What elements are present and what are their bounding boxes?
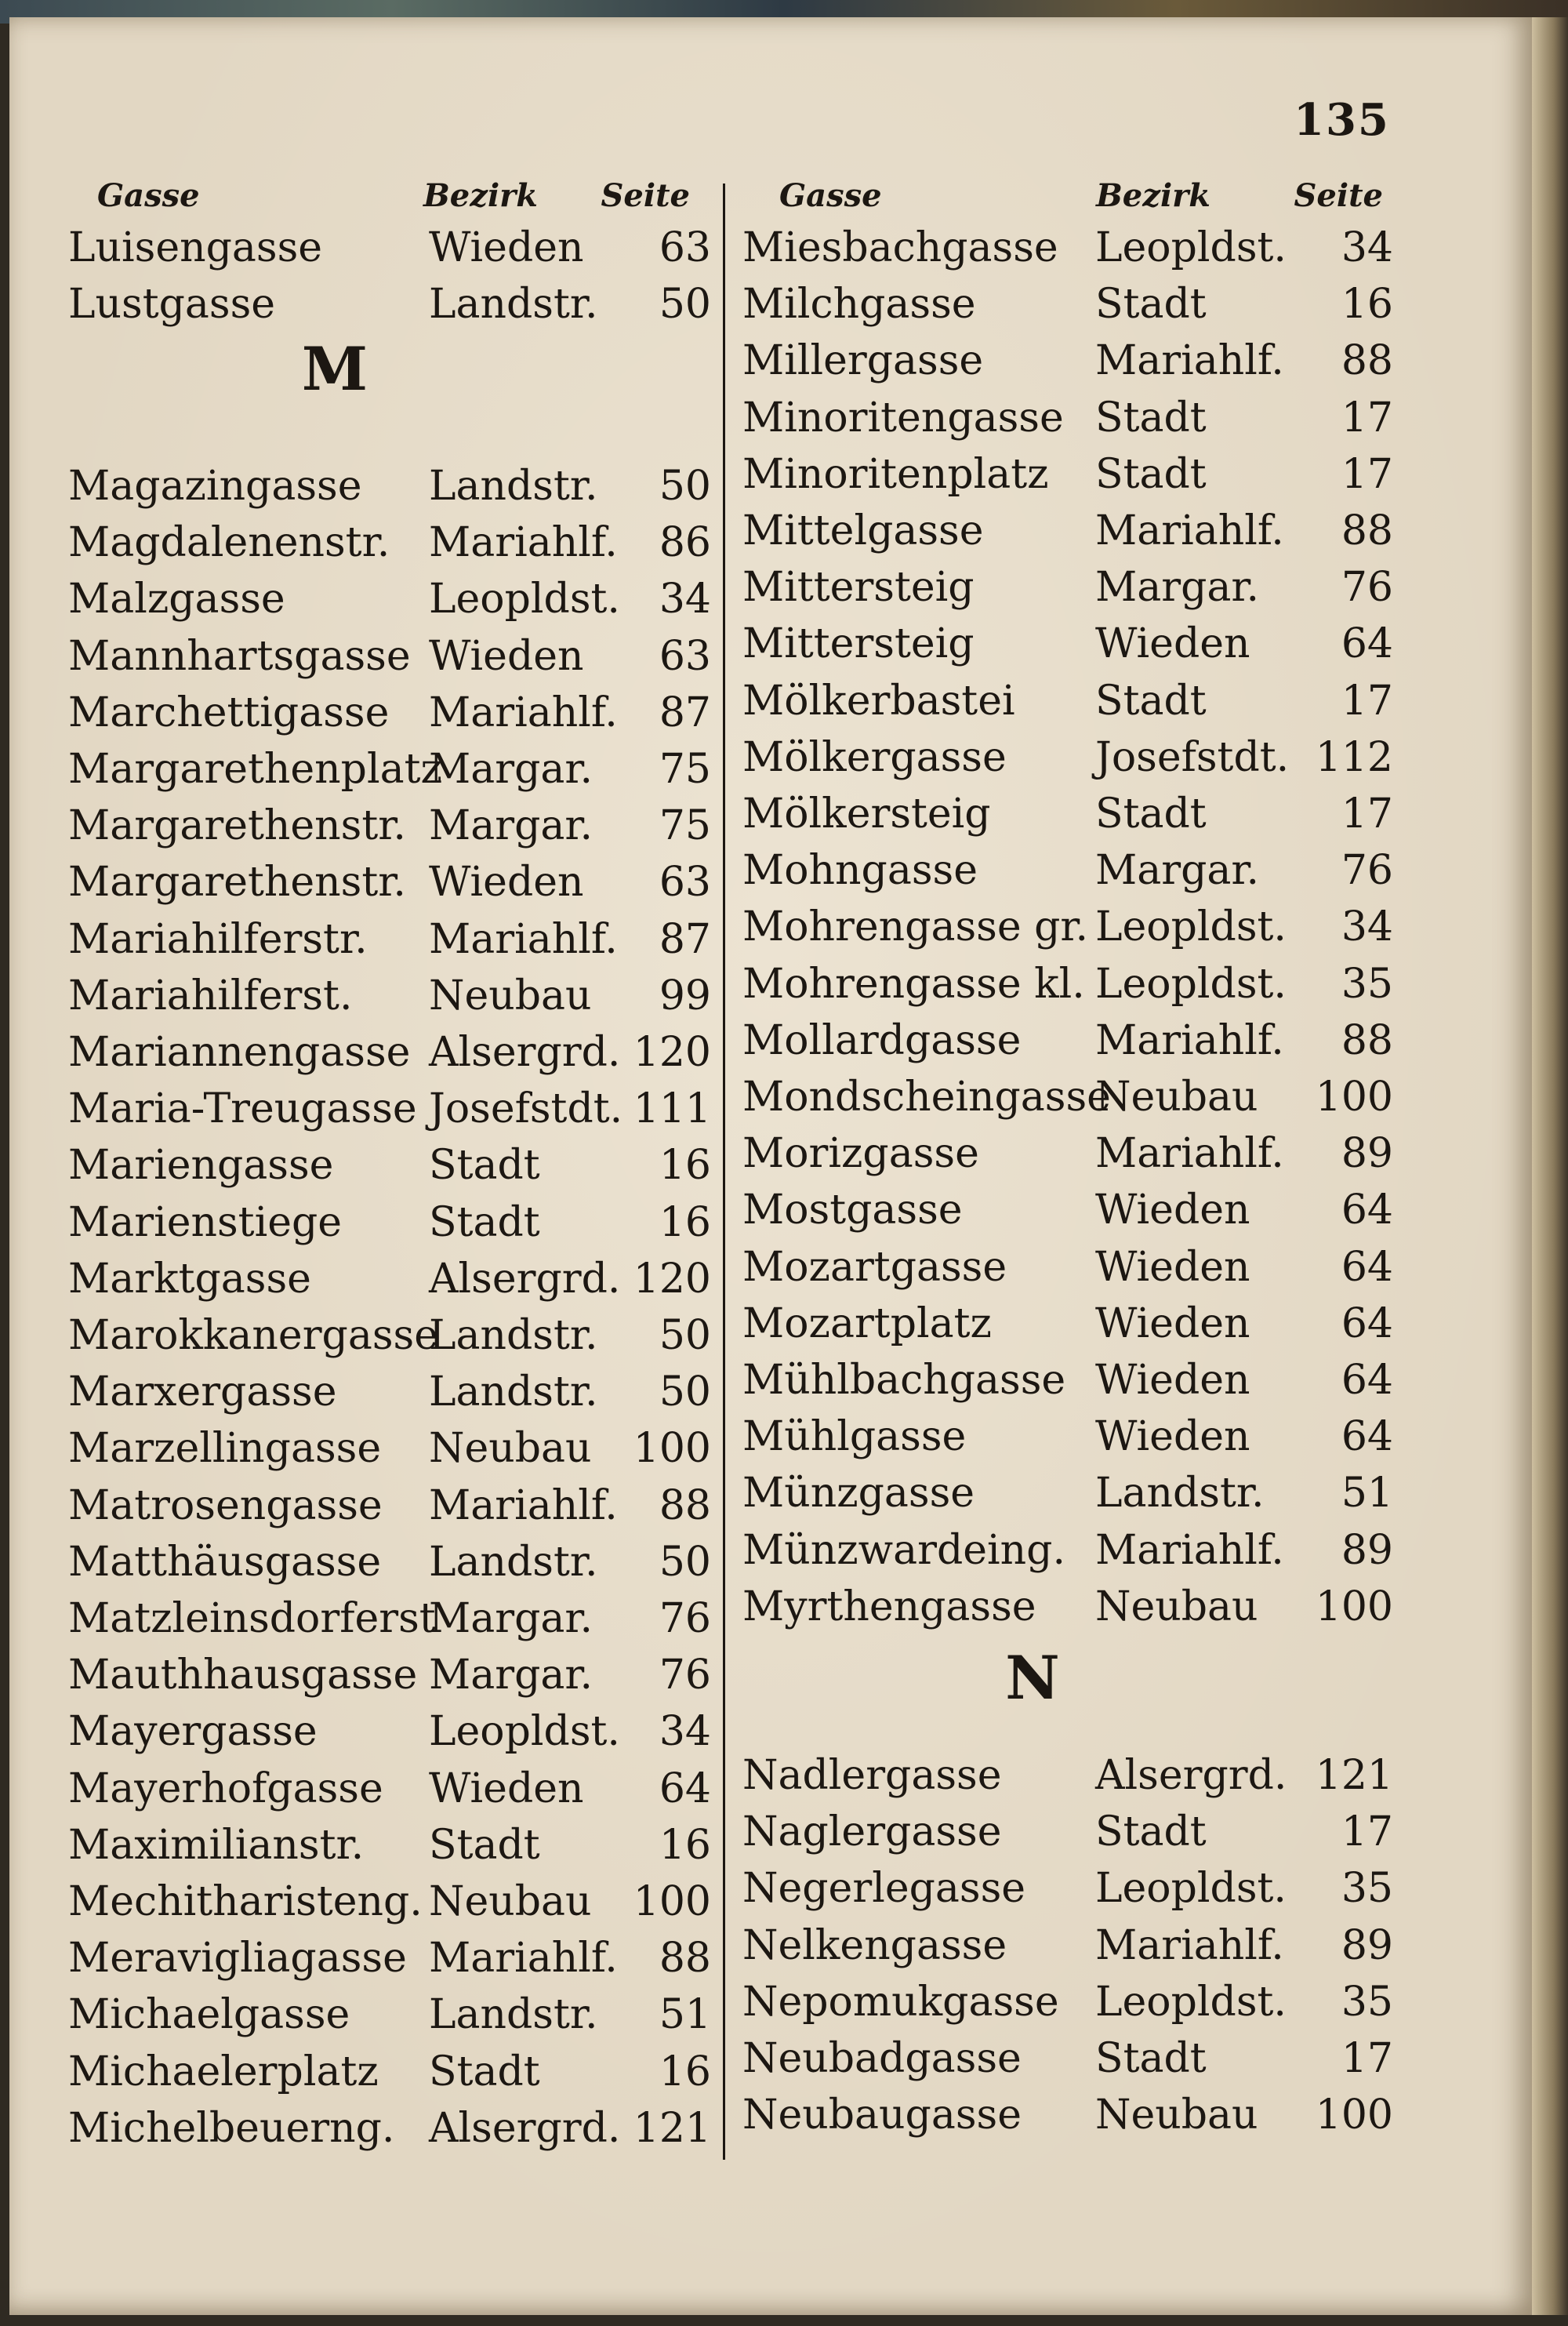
page-reference: 87 — [659, 689, 711, 736]
left-header-district: Bezirk — [423, 177, 538, 214]
directory-row — [742, 842, 1393, 899]
page-reference: 87 — [659, 915, 711, 963]
district-name: Margar. — [429, 1595, 593, 1642]
directory-row — [68, 1307, 711, 1364]
page-reference: 34 — [659, 1708, 711, 1756]
page-reference: 35 — [1341, 1865, 1393, 1913]
directory-row — [68, 1986, 711, 2043]
directory-row — [742, 1239, 1393, 1296]
page-reference: 17 — [1341, 2035, 1393, 2082]
page-reference: 76 — [1341, 847, 1393, 895]
page-reference: 17 — [1341, 1808, 1393, 1856]
page-reference: 34 — [1341, 224, 1393, 271]
directory-row — [742, 899, 1393, 955]
district-name: Mariahlf. — [429, 1935, 618, 1983]
directory-row — [68, 1761, 711, 1817]
page-reference: 64 — [1341, 620, 1393, 668]
street-name: Nepomukgasse — [742, 1978, 1059, 2026]
street-name: Naglergasse — [742, 1808, 1002, 1856]
directory-row — [742, 1465, 1393, 1521]
street-name: Mariannengasse — [68, 1029, 411, 1076]
directory-row — [68, 911, 711, 968]
page-reference: 76 — [1341, 564, 1393, 612]
directory-row — [742, 1522, 1393, 1579]
district-name: Stadt — [1095, 790, 1207, 838]
district-name: Mariahlf. — [429, 1481, 618, 1529]
page-reference: 75 — [659, 746, 711, 793]
directory-row — [742, 1804, 1393, 1860]
directory-row — [742, 1917, 1393, 1974]
page-reference: 76 — [659, 1652, 711, 1699]
directory-row — [68, 1477, 711, 1534]
page-reference: 35 — [1341, 960, 1393, 1008]
directory-row — [68, 1194, 711, 1251]
directory-row — [68, 628, 711, 685]
street-name: Morizgasse — [742, 1130, 979, 1178]
page-reference: 63 — [659, 632, 711, 680]
street-name: Malzgasse — [68, 576, 285, 623]
directory-row — [742, 503, 1393, 559]
directory-row — [68, 220, 711, 276]
district-name: Mariahlf. — [1095, 1526, 1284, 1574]
directory-row — [68, 1703, 711, 1760]
directory-row — [68, 1364, 711, 1420]
street-name: Marktgasse — [68, 1255, 311, 1303]
directory-row — [742, 1182, 1393, 1238]
district-name: Leopldst. — [429, 576, 620, 623]
district-name: Margar. — [1095, 847, 1260, 895]
page-reference: 88 — [1341, 1016, 1393, 1064]
district-name: Landstr. — [1095, 1470, 1265, 1517]
street-name: Mauthhausgasse — [68, 1652, 418, 1699]
page-reference: 34 — [1341, 903, 1393, 951]
directory-row — [742, 1125, 1393, 1182]
district-name: Stadt — [429, 1142, 540, 1190]
page-reference: 34 — [659, 576, 711, 623]
page-reference: 50 — [659, 1368, 711, 1416]
directory-row — [68, 1817, 711, 1874]
page-reference: 111 — [633, 1085, 711, 1133]
street-name: Mondscheingasse — [742, 1074, 1111, 1121]
page-reference: 35 — [1341, 1978, 1393, 2026]
page-reference: 63 — [659, 859, 711, 907]
page-reference: 89 — [1341, 1526, 1393, 1574]
district-name: Mariahlf. — [429, 689, 618, 736]
district-name: Wieden — [429, 859, 584, 907]
page-reference: 50 — [659, 1312, 711, 1359]
page-number: 135 — [1294, 94, 1390, 146]
district-name: Stadt — [429, 1198, 540, 1246]
street-name: Maria-Treugasse — [68, 1085, 417, 1133]
directory-row — [742, 1860, 1393, 1917]
page-reference: 51 — [1341, 1470, 1393, 1517]
page-reference: 63 — [659, 224, 711, 271]
directory-row — [742, 1069, 1393, 1125]
page-reference: 112 — [1315, 733, 1393, 781]
district-name: Stadt — [1095, 394, 1207, 442]
street-name: Michaelgasse — [68, 1991, 350, 2039]
street-name: Minoritengasse — [742, 394, 1064, 442]
directory-row — [742, 333, 1393, 389]
district-name: Wieden — [429, 632, 584, 680]
directory-row — [742, 1579, 1393, 1635]
page-reference: 16 — [1341, 281, 1393, 329]
district-name: Josefstdt. — [429, 1085, 623, 1133]
page-reference: 64 — [1341, 1243, 1393, 1291]
district-name: Mariahlf. — [1095, 507, 1284, 554]
directory-row — [68, 276, 711, 333]
page-reference: 17 — [1341, 450, 1393, 498]
page-reference: 88 — [1341, 337, 1393, 385]
page-reference: 99 — [659, 972, 711, 1019]
district-name: Margar. — [429, 746, 593, 793]
street-name: Marzellingasse — [68, 1425, 382, 1473]
directory-row — [68, 2100, 711, 2157]
district-name: Leopldst. — [1095, 224, 1287, 271]
page-reference: 100 — [633, 1425, 711, 1473]
directory-row — [742, 390, 1393, 446]
district-name: Alsergrd. — [429, 2104, 621, 2152]
district-name: Alsergrd. — [1095, 1752, 1287, 1799]
directory-row — [742, 1974, 1393, 2030]
street-name: Mariengasse — [68, 1142, 334, 1190]
street-name: Matzleinsdorferst — [68, 1595, 436, 1642]
street-name: Margarethenplatz — [68, 746, 442, 793]
section-letter: M — [301, 334, 368, 405]
directory-row — [742, 1352, 1393, 1408]
street-name: Matrosengasse — [68, 1481, 383, 1529]
district-name: Stadt — [1095, 1808, 1207, 1856]
street-name: Meravigliagasse — [68, 1935, 407, 1983]
district-name: Margar. — [1095, 564, 1260, 612]
directory-row — [742, 2087, 1393, 2143]
directory-row — [68, 1137, 711, 1194]
page-reference: 121 — [633, 2104, 711, 2152]
page-reference: 16 — [659, 2048, 711, 2095]
district-name: Wieden — [1095, 1357, 1250, 1404]
district-name: Landstr. — [429, 1538, 598, 1586]
page-reference: 64 — [1341, 1357, 1393, 1404]
page-reference: 17 — [1341, 677, 1393, 725]
street-name: Miesbachgasse — [742, 224, 1058, 271]
page-reference: 50 — [659, 1538, 711, 1586]
district-name: Leopldst. — [1095, 1865, 1287, 1913]
page-reference: 17 — [1341, 790, 1393, 838]
column-divider — [723, 184, 725, 2160]
directory-row — [68, 798, 711, 854]
page-reference: 64 — [659, 1764, 711, 1812]
district-name: Stadt — [1095, 677, 1207, 725]
district-name: Wieden — [1095, 1243, 1250, 1291]
page-reference: 120 — [633, 1029, 711, 1076]
street-name: Münzgasse — [742, 1470, 975, 1517]
street-name: Lustgasse — [68, 281, 276, 329]
directory-row — [742, 616, 1393, 672]
page-reference: 89 — [1341, 1921, 1393, 1969]
street-name: Mittersteig — [742, 564, 975, 612]
street-name: Magazingasse — [68, 463, 362, 510]
page-reference: 50 — [659, 463, 711, 510]
district-name: Wieden — [1095, 620, 1250, 668]
right-header-district: Bezirk — [1096, 177, 1210, 214]
directory-row — [68, 1420, 711, 1477]
street-name: Marxergasse — [68, 1368, 337, 1416]
page-reference: 100 — [1315, 1583, 1393, 1630]
directory-row — [68, 1590, 711, 1647]
district-name: Stadt — [429, 1821, 540, 1869]
street-name: Mölkersteig — [742, 790, 991, 838]
page-reference: 16 — [659, 1198, 711, 1246]
page-reference: 88 — [659, 1481, 711, 1529]
left-header-page: Seite — [601, 177, 690, 214]
district-name: Leopldst. — [1095, 1978, 1287, 2026]
district-name: Wieden — [429, 1764, 584, 1812]
directory-row — [68, 741, 711, 798]
district-name: Landstr. — [429, 1368, 598, 1416]
street-name: Neubadgasse — [742, 2035, 1022, 2082]
street-name: Mariahilferst. — [68, 972, 353, 1019]
district-name: Alsergrd. — [429, 1255, 621, 1303]
left-header-street: Gasse — [97, 177, 200, 214]
page-reference: 100 — [1315, 1074, 1393, 1121]
district-name: Landstr. — [429, 1312, 598, 1359]
street-name: Mittersteig — [742, 620, 975, 668]
street-name: Mölkergasse — [742, 733, 1007, 781]
district-name: Neubau — [1095, 1074, 1258, 1121]
directory-row — [68, 458, 711, 514]
directory-row — [68, 1534, 711, 1590]
street-name: Negerlegasse — [742, 1865, 1026, 1913]
directory-row — [68, 514, 711, 571]
page-reference: 121 — [1315, 1752, 1393, 1799]
street-name: Marchettigasse — [68, 689, 390, 736]
street-name: Nelkengasse — [742, 1921, 1007, 1969]
street-name: Mostgasse — [742, 1187, 963, 1234]
directory-row — [742, 956, 1393, 1012]
page-reference: 75 — [659, 802, 711, 850]
street-name: Neubaugasse — [742, 2092, 1022, 2139]
street-name: Mozartgasse — [742, 1243, 1007, 1291]
page-reference: 64 — [1341, 1187, 1393, 1234]
street-name: Minoritenplatz — [742, 450, 1049, 498]
district-name: Josefstdt. — [1095, 733, 1290, 781]
street-name: Mittelgasse — [742, 507, 984, 554]
directory-row — [742, 786, 1393, 842]
directory-row — [68, 1930, 711, 1986]
right-header-street: Gasse — [779, 177, 882, 214]
street-name: Mühlbachgasse — [742, 1357, 1066, 1404]
street-name: Michelbeuerng. — [68, 2104, 395, 2152]
directory-row — [742, 729, 1393, 786]
street-name: Mohngasse — [742, 847, 978, 895]
street-name: Margarethenstr. — [68, 859, 406, 907]
page-reference: 64 — [1341, 1299, 1393, 1347]
page-reference: 16 — [659, 1821, 711, 1869]
street-name: Mühlgasse — [742, 1413, 967, 1461]
street-name: Mozartplatz — [742, 1299, 992, 1347]
street-name: Mohrengasse kl. — [742, 960, 1085, 1008]
page-reference: 16 — [659, 1142, 711, 1190]
directory-row — [742, 1747, 1393, 1804]
directory-row — [742, 673, 1393, 729]
street-name: Münzwardeing. — [742, 1526, 1065, 1574]
street-name: Magdalenenstr. — [68, 519, 390, 567]
street-name: Mechitharisteng. — [68, 1878, 423, 1925]
district-name: Neubau — [429, 1425, 592, 1473]
directory-row — [742, 276, 1393, 333]
district-name: Wieden — [1095, 1299, 1250, 1347]
district-name: Landstr. — [429, 463, 598, 510]
page-reference: 86 — [659, 519, 711, 567]
page-reference: 50 — [659, 281, 711, 329]
directory-row — [742, 1296, 1393, 1352]
book-page — [9, 17, 1532, 2315]
district-name: Mariahlf. — [1095, 337, 1284, 385]
directory-row — [68, 854, 711, 910]
page-reference: 76 — [659, 1595, 711, 1642]
district-name: Wieden — [1095, 1187, 1250, 1234]
district-name: Mariahlf. — [1095, 1016, 1284, 1064]
directory-row — [742, 446, 1393, 503]
directory-row — [742, 1012, 1393, 1069]
directory-row — [68, 968, 711, 1024]
district-name: Leopldst. — [1095, 903, 1287, 951]
section-letter: N — [1005, 1643, 1060, 1713]
page-reference: 51 — [659, 1991, 711, 2039]
directory-row — [742, 1408, 1393, 1465]
street-name: Mannhartsgasse — [68, 632, 411, 680]
street-name: Mayergasse — [68, 1708, 318, 1756]
directory-row — [742, 220, 1393, 276]
street-name: Matthäusgasse — [68, 1538, 382, 1586]
district-name: Neubau — [429, 1878, 592, 1925]
street-name: Michaelerplatz — [68, 2048, 379, 2095]
district-name: Wieden — [1095, 1413, 1250, 1461]
district-name: Stadt — [1095, 2035, 1207, 2082]
page-reference: 88 — [1341, 507, 1393, 554]
street-name: Marienstiege — [68, 1198, 343, 1246]
page-edge-shadow — [1532, 17, 1568, 2315]
directory-row — [68, 1024, 711, 1081]
district-name: Mariahlf. — [429, 915, 618, 963]
directory-row — [68, 1647, 711, 1703]
directory-row — [68, 1081, 711, 1137]
district-name: Wieden — [429, 224, 584, 271]
district-name: Mariahlf. — [1095, 1130, 1284, 1178]
district-name: Neubau — [1095, 1583, 1258, 1630]
directory-row — [68, 1874, 711, 1930]
district-name: Leopldst. — [1095, 960, 1287, 1008]
street-name: Milchgasse — [742, 281, 976, 329]
district-name: Landstr. — [429, 1991, 598, 2039]
district-name: Alsergrd. — [429, 1029, 621, 1076]
page-reference: 120 — [633, 1255, 711, 1303]
directory-row — [68, 571, 711, 627]
street-name: Myrthengasse — [742, 1583, 1036, 1630]
page-reference: 100 — [633, 1878, 711, 1925]
page-reference: 100 — [1315, 2092, 1393, 2139]
district-name: Mariahlf. — [429, 519, 618, 567]
street-name: Mollardgasse — [742, 1016, 1022, 1064]
district-name: Neubau — [1095, 2092, 1258, 2139]
street-name: Margarethenstr. — [68, 802, 406, 850]
page-reference: 17 — [1341, 394, 1393, 442]
right-header-page: Seite — [1294, 177, 1383, 214]
street-name: Mayerhofgasse — [68, 1764, 383, 1812]
district-name: Margar. — [429, 802, 593, 850]
district-name: Landstr. — [429, 281, 598, 329]
street-name: Maximilianstr. — [68, 1821, 365, 1869]
directory-row — [68, 2044, 711, 2100]
district-name: Leopldst. — [429, 1708, 620, 1756]
district-name: Mariahlf. — [1095, 1921, 1284, 1969]
district-name: Margar. — [429, 1652, 593, 1699]
street-name: Mariahilferstr. — [68, 915, 368, 963]
page-reference: 64 — [1341, 1413, 1393, 1461]
page-reference: 89 — [1341, 1130, 1393, 1178]
district-name: Stadt — [1095, 450, 1207, 498]
directory-row — [742, 559, 1393, 616]
directory-row — [68, 1251, 711, 1307]
directory-row — [68, 685, 711, 741]
street-name: Millergasse — [742, 337, 984, 385]
street-name: Nadlergasse — [742, 1752, 1002, 1799]
street-name: Mohrengasse gr. — [742, 903, 1089, 951]
district-name: Stadt — [429, 2048, 540, 2095]
district-name: Neubau — [429, 972, 592, 1019]
street-name: Luisengasse — [68, 224, 323, 271]
page-reference: 88 — [659, 1935, 711, 1983]
directory-row — [742, 2030, 1393, 2087]
street-name: Mölkerbastei — [742, 677, 1015, 725]
district-name: Stadt — [1095, 281, 1207, 329]
street-name: Marokkanergasse — [68, 1312, 438, 1359]
